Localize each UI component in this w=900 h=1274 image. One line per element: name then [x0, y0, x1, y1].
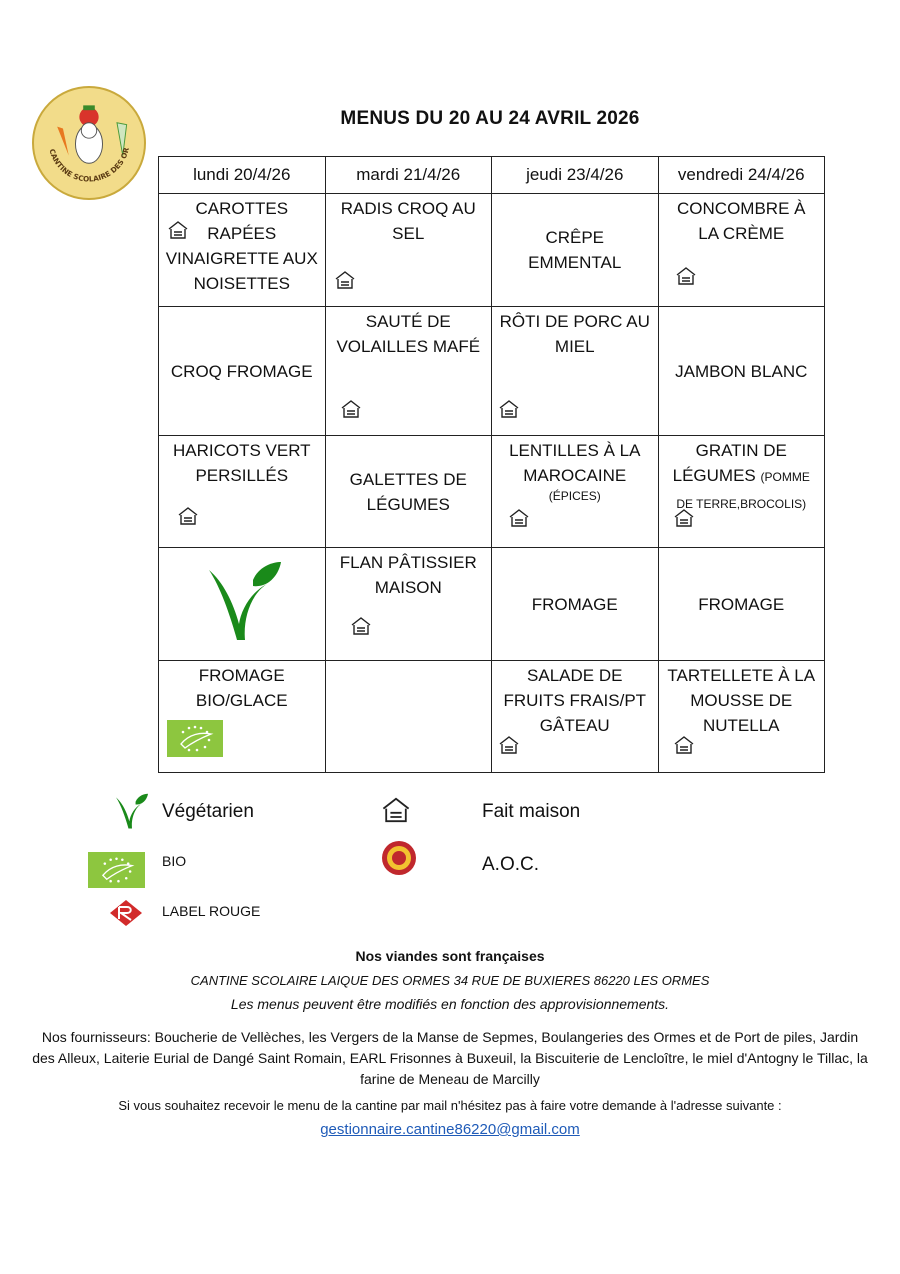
table-row	[159, 194, 825, 307]
vegetarian-icon	[115, 792, 149, 832]
table-row	[159, 436, 825, 548]
aoc-icon	[381, 840, 417, 876]
menu-cell	[658, 548, 825, 661]
dish-name: SAUTÉ DE VOLAILLES MAFÉ	[336, 312, 481, 356]
menu-cell	[492, 436, 659, 548]
homemade-icon	[334, 270, 356, 290]
menu-cell-empty	[325, 661, 492, 773]
homemade-icon	[673, 735, 695, 755]
table-row	[159, 548, 825, 661]
dish-name: GALETTES DE LÉGUMES	[349, 469, 467, 514]
menu-cell	[325, 194, 492, 307]
homemade-icon	[675, 266, 697, 286]
bio-icon	[167, 720, 223, 757]
dish-note: (POMME DE TERRE,BROCOLIS)	[676, 470, 810, 511]
menu-cell	[325, 307, 492, 436]
menu-cell	[159, 307, 326, 436]
dish-name: CROQ FROMAGE	[170, 361, 313, 381]
contact-email-link[interactable]: gestionnaire.cantine86220@gmail.com	[320, 1121, 580, 1138]
menu-cell	[658, 307, 825, 436]
dish-name: RÔTI DE PORC AU MIEL	[499, 312, 650, 356]
dish-name: FROMAGE	[531, 594, 618, 614]
homemade-icon	[177, 506, 199, 526]
menu-cell	[658, 661, 825, 773]
cantine-logo	[32, 86, 146, 200]
dish-name: JAMBON BLANC	[675, 361, 808, 381]
table-header-row	[159, 157, 825, 194]
menu-cell	[159, 661, 326, 773]
menu-cell	[159, 194, 326, 307]
dish-name: TARTELLETE À LA MOUSSE DE NUTELLA	[667, 666, 816, 735]
menu-cell	[325, 436, 492, 548]
dish-name: FROMAGE	[698, 594, 785, 614]
legend-bio-label: BIO	[162, 853, 187, 869]
menu-cell	[492, 548, 659, 661]
legend-label-rouge-label: LABEL ROUGE	[162, 903, 261, 919]
homemade-icon	[498, 399, 520, 419]
page-title: MENUS DU 20 AU 24 AVRIL 2026	[340, 108, 640, 129]
homemade-icon	[673, 508, 695, 528]
legend-aoc-label: A.O.C.	[482, 854, 540, 875]
dish-name: FROMAGE BIO/GLACE	[195, 666, 288, 710]
day-header: vendredi 24/4/26	[658, 157, 825, 194]
menu-cell	[492, 307, 659, 436]
dish-name: FLAN PÂTISSIER MAISON	[339, 553, 477, 597]
day-header: mardi 21/4/26	[325, 157, 492, 194]
suppliers-paragraph: Nos fournisseurs: Boucherie de Vellèches, les Vergers de la Manse de Sepmes, Boulangeries des Ormes et de Port de piles, Jardin des Alleux, Laiterie Eurial de Dangé Saint Romain, EARL Frisonnes à Buxeuil, la Biscuiterie de Lencloître, le miel d'Antogny le Tillac, la farine de Meneau de Marcilly	[32, 1029, 868, 1087]
menu-cell	[159, 548, 326, 661]
day-header: lundi 20/4/26	[159, 157, 326, 194]
homemade-icon	[508, 508, 530, 528]
homemade-icon	[350, 616, 372, 636]
dish-name: LENTILLES À LA MAROCAINE	[509, 441, 641, 485]
dish-name: RADIS CROQ AU SEL	[340, 199, 476, 243]
bio-icon	[88, 852, 145, 888]
dish-note: (ÉPICES)	[548, 489, 601, 503]
meat-origin-note: Nos viandes sont françaises	[355, 948, 545, 964]
menu-cell	[658, 436, 825, 548]
menu-cell	[159, 436, 326, 548]
menu-cell	[492, 194, 659, 307]
dish-name: CAROTTES RAPÉES VINAIGRETTE AUX NOISETTES	[165, 199, 318, 293]
menu-cell	[658, 194, 825, 307]
homemade-icon	[340, 399, 362, 419]
menu-cell	[325, 548, 492, 661]
table-row	[159, 661, 825, 773]
vegetarian-icon	[207, 558, 283, 648]
dish-name: HARICOTS VERT PERSILLÉS	[172, 441, 311, 485]
label-rouge-icon	[107, 898, 145, 928]
homemade-icon	[380, 796, 412, 824]
day-header: jeudi 23/4/26	[492, 157, 659, 194]
menu-cell	[492, 661, 659, 773]
dish-name: GRATIN DE LÉGUMES	[672, 441, 787, 485]
homemade-icon	[167, 220, 189, 240]
dish-name: SALADE DE FRUITS FRAIS/PT GÂTEAU	[503, 666, 647, 735]
dish-name: CONCOMBRE À LA CRÈME	[677, 199, 806, 243]
logo-text: CANTINE SCOLAIRE DES OR	[47, 146, 131, 184]
legend-vegetarian-label: Végétarien	[162, 801, 254, 822]
legend-homemade-label: Fait maison	[482, 801, 581, 822]
school-address: CANTINE SCOLAIRE LAIQUE DES ORMES 34 RUE DE BUXIERES 86220 LES ORMES	[190, 973, 710, 988]
dish-name: CRÊPE EMMENTAL	[528, 228, 622, 272]
subscribe-note: Si vous souhaitez recevoir le menu de la cantine par mail n'hésitez pas à faire votre demande à l'adresse suivante :	[118, 1098, 782, 1113]
menu-table	[158, 156, 825, 773]
homemade-icon	[498, 735, 520, 755]
menu-disclaimer: Les menus peuvent être modifiés en fonction des approvisionnements.	[230, 996, 670, 1012]
table-row	[159, 307, 825, 436]
